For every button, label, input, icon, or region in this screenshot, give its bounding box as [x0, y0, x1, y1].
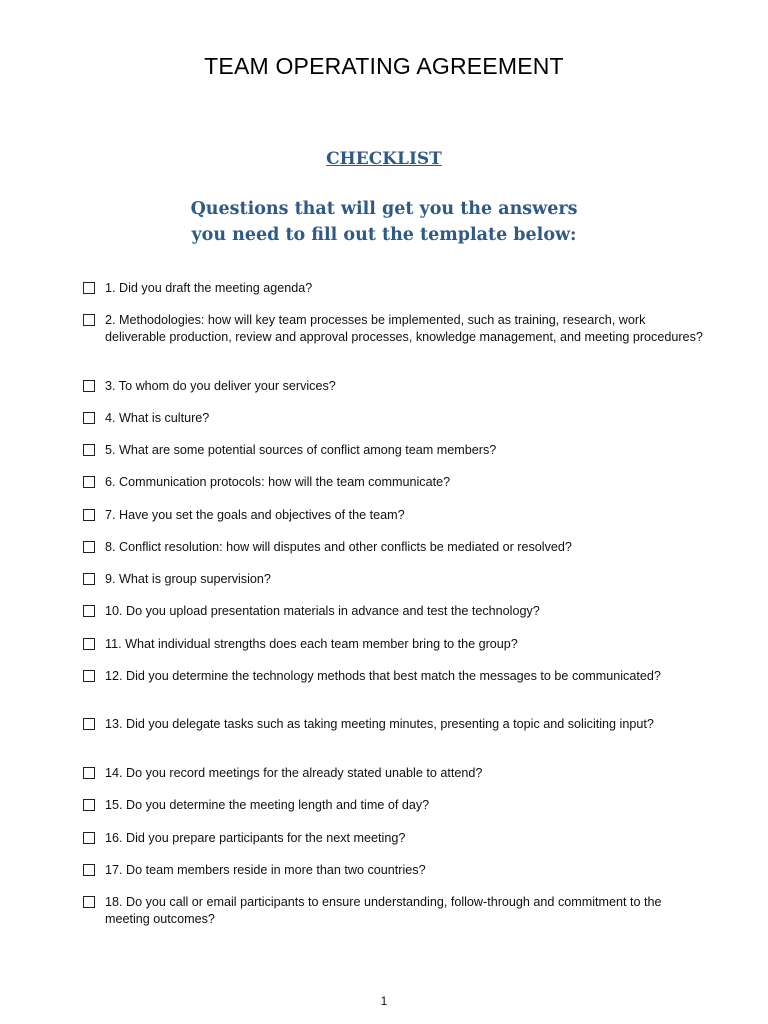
checkbox-6[interactable] — [83, 476, 95, 488]
checkbox-11[interactable] — [83, 638, 95, 650]
checklist-item-text: 13. Did you delegate tasks such as taking meeting minutes, presenting a topic and soliciting input? — [105, 717, 654, 731]
checklist-item-12 — [83, 668, 703, 685]
checkbox-1[interactable] — [83, 282, 95, 294]
checklist-item-14 — [83, 765, 703, 782]
checklist-item-3 — [83, 378, 703, 395]
checklist-item-text: 11. What individual strengths does each team member bring to the group? — [105, 637, 518, 651]
checkbox-14[interactable] — [83, 767, 95, 779]
checklist-item-text: 3. To whom do you deliver your services? — [105, 379, 336, 393]
checklist-item-10 — [83, 603, 703, 620]
checklist-item-text: 18. Do you call or email participants to ensure understanding, follow-through and commitment to the meeting outcomes? — [105, 895, 662, 926]
checkbox-5[interactable] — [83, 444, 95, 456]
checklist-item-1 — [83, 280, 703, 297]
checklist-item-9 — [83, 571, 703, 588]
checklist-item-text: 2. Methodologies: how will key team processes be implemented, such as training, research, work deliverable production, review and approval processes, knowledge management, and meeting procedures? — [105, 313, 703, 344]
checklist-item-text: 17. Do team members reside in more than two countries? — [105, 863, 426, 877]
checkbox-17[interactable] — [83, 864, 95, 876]
checklist-item-15 — [83, 797, 703, 814]
checklist-subheading — [0, 196, 768, 248]
checkbox-10[interactable] — [83, 605, 95, 617]
checklist-item-11 — [83, 636, 703, 653]
checklist-item-5 — [83, 442, 703, 459]
checklist-item-2 — [83, 312, 703, 346]
subheading-line-1: Questions that will get you the answers — [190, 199, 578, 219]
checkbox-13[interactable] — [83, 718, 95, 730]
checklist-item-text: 14. Do you record meetings for the already stated unable to attend? — [105, 766, 483, 780]
checkbox-18[interactable] — [83, 896, 95, 908]
checklist-item-text: 12. Did you determine the technology methods that best match the messages to be communicated? — [105, 669, 661, 683]
checklist-item-6 — [83, 474, 703, 491]
checklist-item-16 — [83, 830, 703, 847]
checklist-item-8 — [83, 539, 703, 556]
checkbox-8[interactable] — [83, 541, 95, 553]
checkbox-4[interactable] — [83, 412, 95, 424]
checklist-item-text: 5. What are some potential sources of conflict among team members? — [105, 443, 497, 457]
checklist-item-13 — [83, 716, 703, 733]
checkbox-9[interactable] — [83, 573, 95, 585]
checklist-item-text: 7. Have you set the goals and objectives of the team? — [105, 508, 405, 522]
checkbox-7[interactable] — [83, 509, 95, 521]
checklist-item-17 — [83, 862, 703, 879]
document-title: TEAM OPERATING AGREEMENT — [204, 53, 564, 79]
checkbox-3[interactable] — [83, 380, 95, 392]
page-number: 1 — [380, 994, 388, 1008]
checklist-item-text: 9. What is group supervision? — [105, 572, 271, 586]
subheading-line-2: you need to fill out the template below: — [191, 225, 577, 245]
checklist-item-4 — [83, 410, 703, 427]
checkbox-12[interactable] — [83, 670, 95, 682]
checklist-item-text: 10. Do you upload presentation materials in advance and test the technology? — [105, 604, 540, 618]
checkbox-15[interactable] — [83, 799, 95, 811]
checkbox-16[interactable] — [83, 832, 95, 844]
checklist-item-text: 4. What is culture? — [105, 411, 210, 425]
checklist-item-text: 8. Conflict resolution: how will disputes and other conflicts be mediated or resolved? — [105, 540, 572, 554]
checklist-item-7 — [83, 507, 703, 524]
checklist-item-text: 6. Communication protocols: how will the team communicate? — [105, 475, 451, 489]
checklist-item-text: 16. Did you prepare participants for the next meeting? — [105, 831, 406, 845]
checklist-heading: CHECKLIST — [326, 149, 442, 169]
checklist-item-text: 1. Did you draft the meeting agenda? — [105, 281, 313, 295]
checklist-item-text: 15. Do you determine the meeting length and time of day? — [105, 798, 430, 812]
checklist-item-18 — [83, 894, 703, 928]
checkbox-2[interactable] — [83, 314, 95, 326]
